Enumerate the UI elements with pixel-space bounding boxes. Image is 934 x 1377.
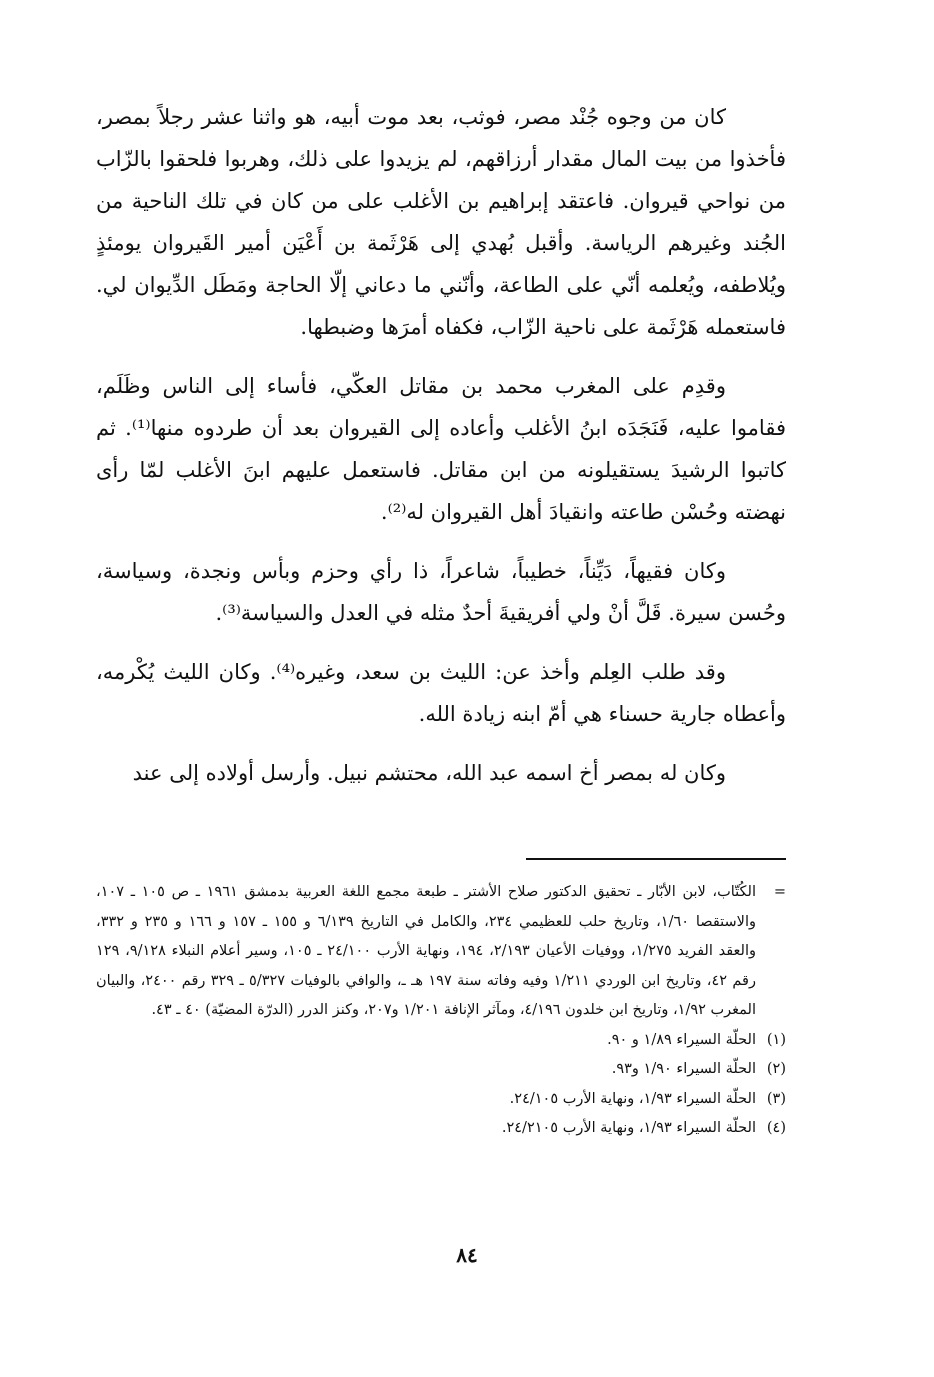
footnotes-section — [96, 878, 786, 1144]
footnote-text: الحلّة السيراء ١/٩٣، ونهاية الأرب ٢٤/٢١٠٥. — [501, 1120, 756, 1136]
footnote-4 — [96, 1114, 786, 1144]
footnote-1 — [96, 1026, 786, 1056]
paragraph-5: وكان له بمصر أخ اسمه عبد الله، محتشم نبيل. وأرسل أولاده إلى عند — [132, 761, 726, 785]
paragraph-2: وقدِم على المغرب محمد بن مقاتل العكّي، فأساء إلى الناس وظَلَم، فقاموا عليه، فَنَجَدَه ابنُ الأغلب وأعاده إلى القيروان بعد أن طردوه منها⁽¹⁾. ثم كاتبوا الرشيدَ يستقيلونه من ابن مقاتل. فاستعمل عليهم ابنَ الأغلب لمّا رأى نهضته وحُسْن طاعته وانقيادَ أهل القيروان له⁽²⁾. — [96, 374, 786, 524]
footnote-number: (١) — [766, 1031, 786, 1048]
paragraph-4: وقد طلب العِلم وأخذ عن: الليث بن سعد، وغيره⁽⁴⁾. وكان الليث يُكْرمه، وأعطاه جارية حسناء هي أمّ ابنه زيادة الله. — [96, 660, 786, 726]
footnote-3 — [96, 1085, 786, 1115]
footnote-text: الحلّة السيراء ١/٩٣، ونهاية الأرب ٢٤/١٠٥. — [509, 1090, 756, 1107]
footnote-number: (٤) — [766, 1120, 786, 1136]
continued-footnote-text: الكُتّاب، لابن الأبّار ـ تحقيق الدكتور صلاح الأشتر ـ طبعة مجمع اللغة العربية بدمشق ١٩٦١ ـ ص ١٠٥ ـ ١٠٧، والاستقصا ١/٦٠، وتاريخ حلب للعظيمي ٢٣٤، والكامل في التاريخ ٦/١٣٩ و ١٥٥ ـ ١٥٧ و ١٦٦ و ٢٣٥ و ٣٣٢، والعقد الفريد ١/٢٧٥، ووفيات الأعيان ٢/١٩٣، ١٩٤، ونهاية الأرب ٢٤/١٠٠ ـ ١٠٥، وسير أعلام النبلاء ٩/١٢٨، ١٢٩ رقم ٤٢، وتاريخ ابن الوردي ١/٢١١ وفيه وفاته سنة ١٩٧ هـ ـ، والوافي بالوفيات ٥/٣٢٧ ـ ٣٢٩ رقم ٢٤٠٠، والبيان المغرب ١/٩٢، وتاريخ ابن خلدون ٤/١٩٦، ومآثر الإنافة ١/٢٠١ و٢٠٧، وكنز الدرر (الدرّة المضيّة) ٤٠ ـ ٤٣. — [96, 884, 757, 1018]
continuation-mark: = — [773, 884, 786, 900]
page-body — [96, 96, 786, 811]
footnote-divider — [526, 858, 786, 860]
continued-footnote — [96, 878, 786, 1026]
main-text — [96, 96, 786, 794]
page-number: ٨٤ — [456, 1243, 478, 1267]
footnote-number: (٣) — [766, 1090, 786, 1107]
paragraph-1: كان من وجوه جُنْد مصر، فوثب، بعد موت أبيه، هو واثنا عشر رجلاً بمصر، فأخذوا من بيت المال مقدار أرزاقهم، لم يزيدوا على ذلك، وهربوا فلحقوا بالزّاب من نواحي قيروان. فاعتقد إبراهيم بن الأغلب على من كان في تلك الناحية من الجُند وغيرهم الرياسة. وأقبل بُهدي إلى هَرْثَمة بن أَعْيَن أمير القَيروان يومئذٍ ويُلاطفه، ويُعلمه أنّي على الطاعة، وأنّني ما دعاني إلّا الحاجة ومَطَل الدِّيوان لي. فاستعمله هَرْثَمة على ناحية الزّاب، فكفاه أمرَها وضبطها. — [96, 105, 786, 339]
footnote-text: الحلّة السيراء ١/٩٠ و٩٣. — [611, 1061, 756, 1077]
footnote-text: الحلّة السيراء ١/٨٩ و ٩٠. — [607, 1031, 756, 1048]
paragraph-3: وكان فقيهاً، دَيِّناً، خطيباً، شاعراً، ذا رأي وحزم وبأس ونجدة، وسياسة، وحُسن سيرة. قَلَّ أنْ ولي أفريقيةَ أحدٌ مثله في العدل والسياسة⁽³⁾. — [96, 559, 786, 625]
footnote-2 — [96, 1055, 786, 1085]
footnote-number: (٢) — [766, 1061, 786, 1077]
